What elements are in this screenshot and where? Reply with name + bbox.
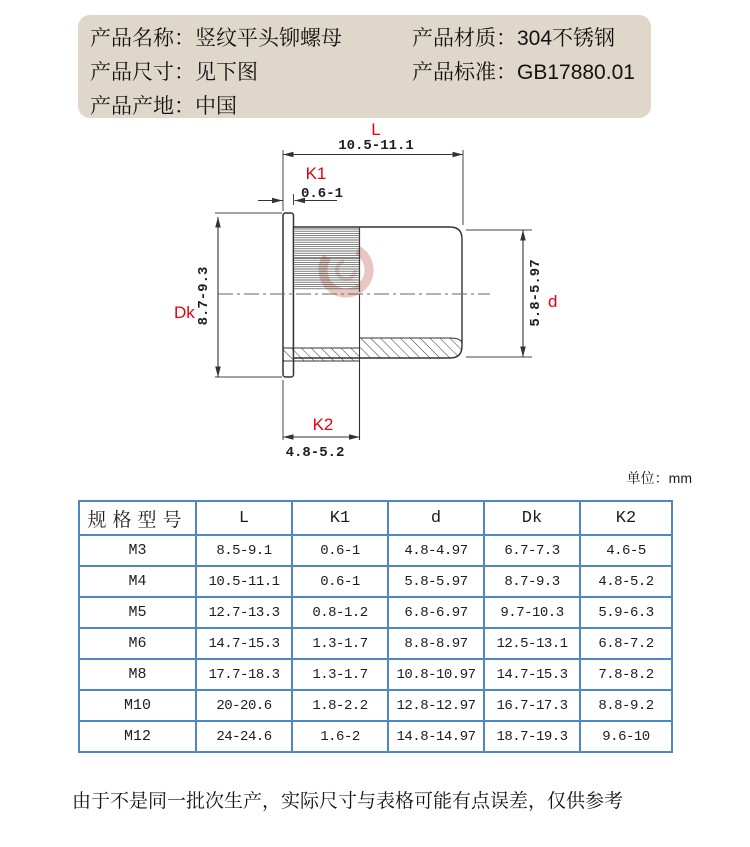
product-info-box [78, 15, 651, 118]
spec-cell: 14.7-15.3 [484, 659, 580, 690]
table-row [79, 535, 672, 566]
dim-K2-label: K2 [312, 415, 334, 434]
spec-cell: 7.8-8.2 [580, 659, 672, 690]
table-header-row [79, 501, 672, 535]
spec-cell: 12.5-13.1 [484, 628, 580, 659]
spec-cell: 1.8-2.2 [292, 690, 388, 721]
dim-K1-value: 0.6-1 [300, 186, 344, 202]
spec-cell: 6.8-6.97 [388, 597, 484, 628]
dim-d-value: 5.8-5.97 [528, 259, 544, 327]
spec-cell: 14.8-14.97 [388, 721, 484, 752]
spec-cell: 9.7-10.3 [484, 597, 580, 628]
model-cell: M3 [79, 535, 196, 566]
spec-cell: 24-24.6 [196, 721, 292, 752]
product-size-row [90, 56, 412, 90]
dim-L-label: L [371, 120, 381, 139]
spec-cell: 5.8-5.97 [388, 566, 484, 597]
spec-cell: 1.3-1.7 [292, 659, 388, 690]
spec-cell: 20-20.6 [196, 690, 292, 721]
header-cell-model: 规格型号 [79, 501, 196, 535]
spec-cell: 0.6-1 [292, 566, 388, 597]
product-standard-label: 产品标准： [412, 61, 517, 84]
spec-cell: 4.8-4.97 [388, 535, 484, 566]
spec-cell: 0.6-1 [292, 535, 388, 566]
product-standard-value: GB17880.01 [517, 61, 635, 84]
header-cell-Dk: Dk [484, 501, 580, 535]
header-cell-d: d [388, 501, 484, 535]
spec-table [78, 500, 673, 753]
disclaimer-note: 由于不是同一批次生产，实际尺寸与表格可能有点误差，仅供参考 [72, 791, 624, 812]
dim-Dk-label: Dk [174, 303, 195, 322]
spec-cell: 10.5-11.1 [196, 566, 292, 597]
spec-cell: 8.8-8.97 [388, 628, 484, 659]
spec-cell: 12.7-13.3 [196, 597, 292, 628]
spec-cell: 16.7-17.3 [484, 690, 580, 721]
spec-cell: 9.6-10 [580, 721, 672, 752]
spec-cell: 1.6-2 [292, 721, 388, 752]
product-size-label: 产品尺寸： [90, 61, 195, 84]
technical-drawing [160, 118, 600, 463]
unit-note: 单位：mm [626, 470, 692, 486]
spec-cell: 8.7-9.3 [484, 566, 580, 597]
product-name-row [90, 22, 412, 56]
spec-cell: 6.7-7.3 [484, 535, 580, 566]
product-origin-value: 中国 [195, 95, 237, 118]
product-standard-row [412, 56, 651, 90]
dim-L-value: 10.5-11.1 [338, 138, 414, 154]
spec-cell: 14.7-15.3 [196, 628, 292, 659]
model-cell: M12 [79, 721, 196, 752]
product-material-value: 304不锈钢 [517, 27, 616, 50]
table-row [79, 597, 672, 628]
model-cell: M4 [79, 566, 196, 597]
product-name-label: 产品名称： [90, 27, 195, 50]
dimension-K2 [283, 380, 360, 461]
model-cell: M5 [79, 597, 196, 628]
dim-K2-value: 4.8-5.2 [285, 445, 345, 461]
product-material-label: 产品材质： [412, 27, 517, 50]
product-size-value: 见下图 [195, 61, 258, 84]
table-row [79, 628, 672, 659]
spec-cell: 18.7-19.3 [484, 721, 580, 752]
header-cell-K1: K1 [292, 501, 388, 535]
spec-cell: 8.5-9.1 [196, 535, 292, 566]
model-cell: M8 [79, 659, 196, 690]
product-name-value: 竖纹平头铆螺母 [195, 27, 342, 50]
spec-cell: 10.8-10.97 [388, 659, 484, 690]
spec-cell: 6.8-7.2 [580, 628, 672, 659]
spec-cell: 17.7-18.3 [196, 659, 292, 690]
spec-cell: 4.6-5 [580, 535, 672, 566]
dimension-d [466, 230, 557, 357]
product-info-grid [78, 15, 651, 124]
table-row [79, 721, 672, 752]
model-cell: M6 [79, 628, 196, 659]
table-row [79, 690, 672, 721]
spec-cell: 1.3-1.7 [292, 628, 388, 659]
flange-base-section [283, 348, 360, 361]
spec-cell: 5.9-6.3 [580, 597, 672, 628]
dim-d-label: d [548, 292, 558, 311]
dimension-K1 [258, 164, 343, 205]
spec-cell: 0.8-1.2 [292, 597, 388, 628]
dim-K1-label: K1 [305, 164, 327, 183]
spec-cell: 12.8-12.97 [388, 690, 484, 721]
model-cell: M10 [79, 690, 196, 721]
table-row [79, 659, 672, 690]
product-material-row [412, 22, 651, 56]
tube-wall-section [360, 338, 463, 358]
dimension-Dk [174, 213, 282, 377]
dim-Dk-value: 8.7-9.3 [196, 266, 212, 326]
header-cell-L: L [196, 501, 292, 535]
product-origin-label: 产品产地： [90, 95, 195, 118]
header-cell-K2: K2 [580, 501, 672, 535]
spec-cell: 8.8-9.2 [580, 690, 672, 721]
table-row [79, 566, 672, 597]
spec-cell: 4.8-5.2 [580, 566, 672, 597]
